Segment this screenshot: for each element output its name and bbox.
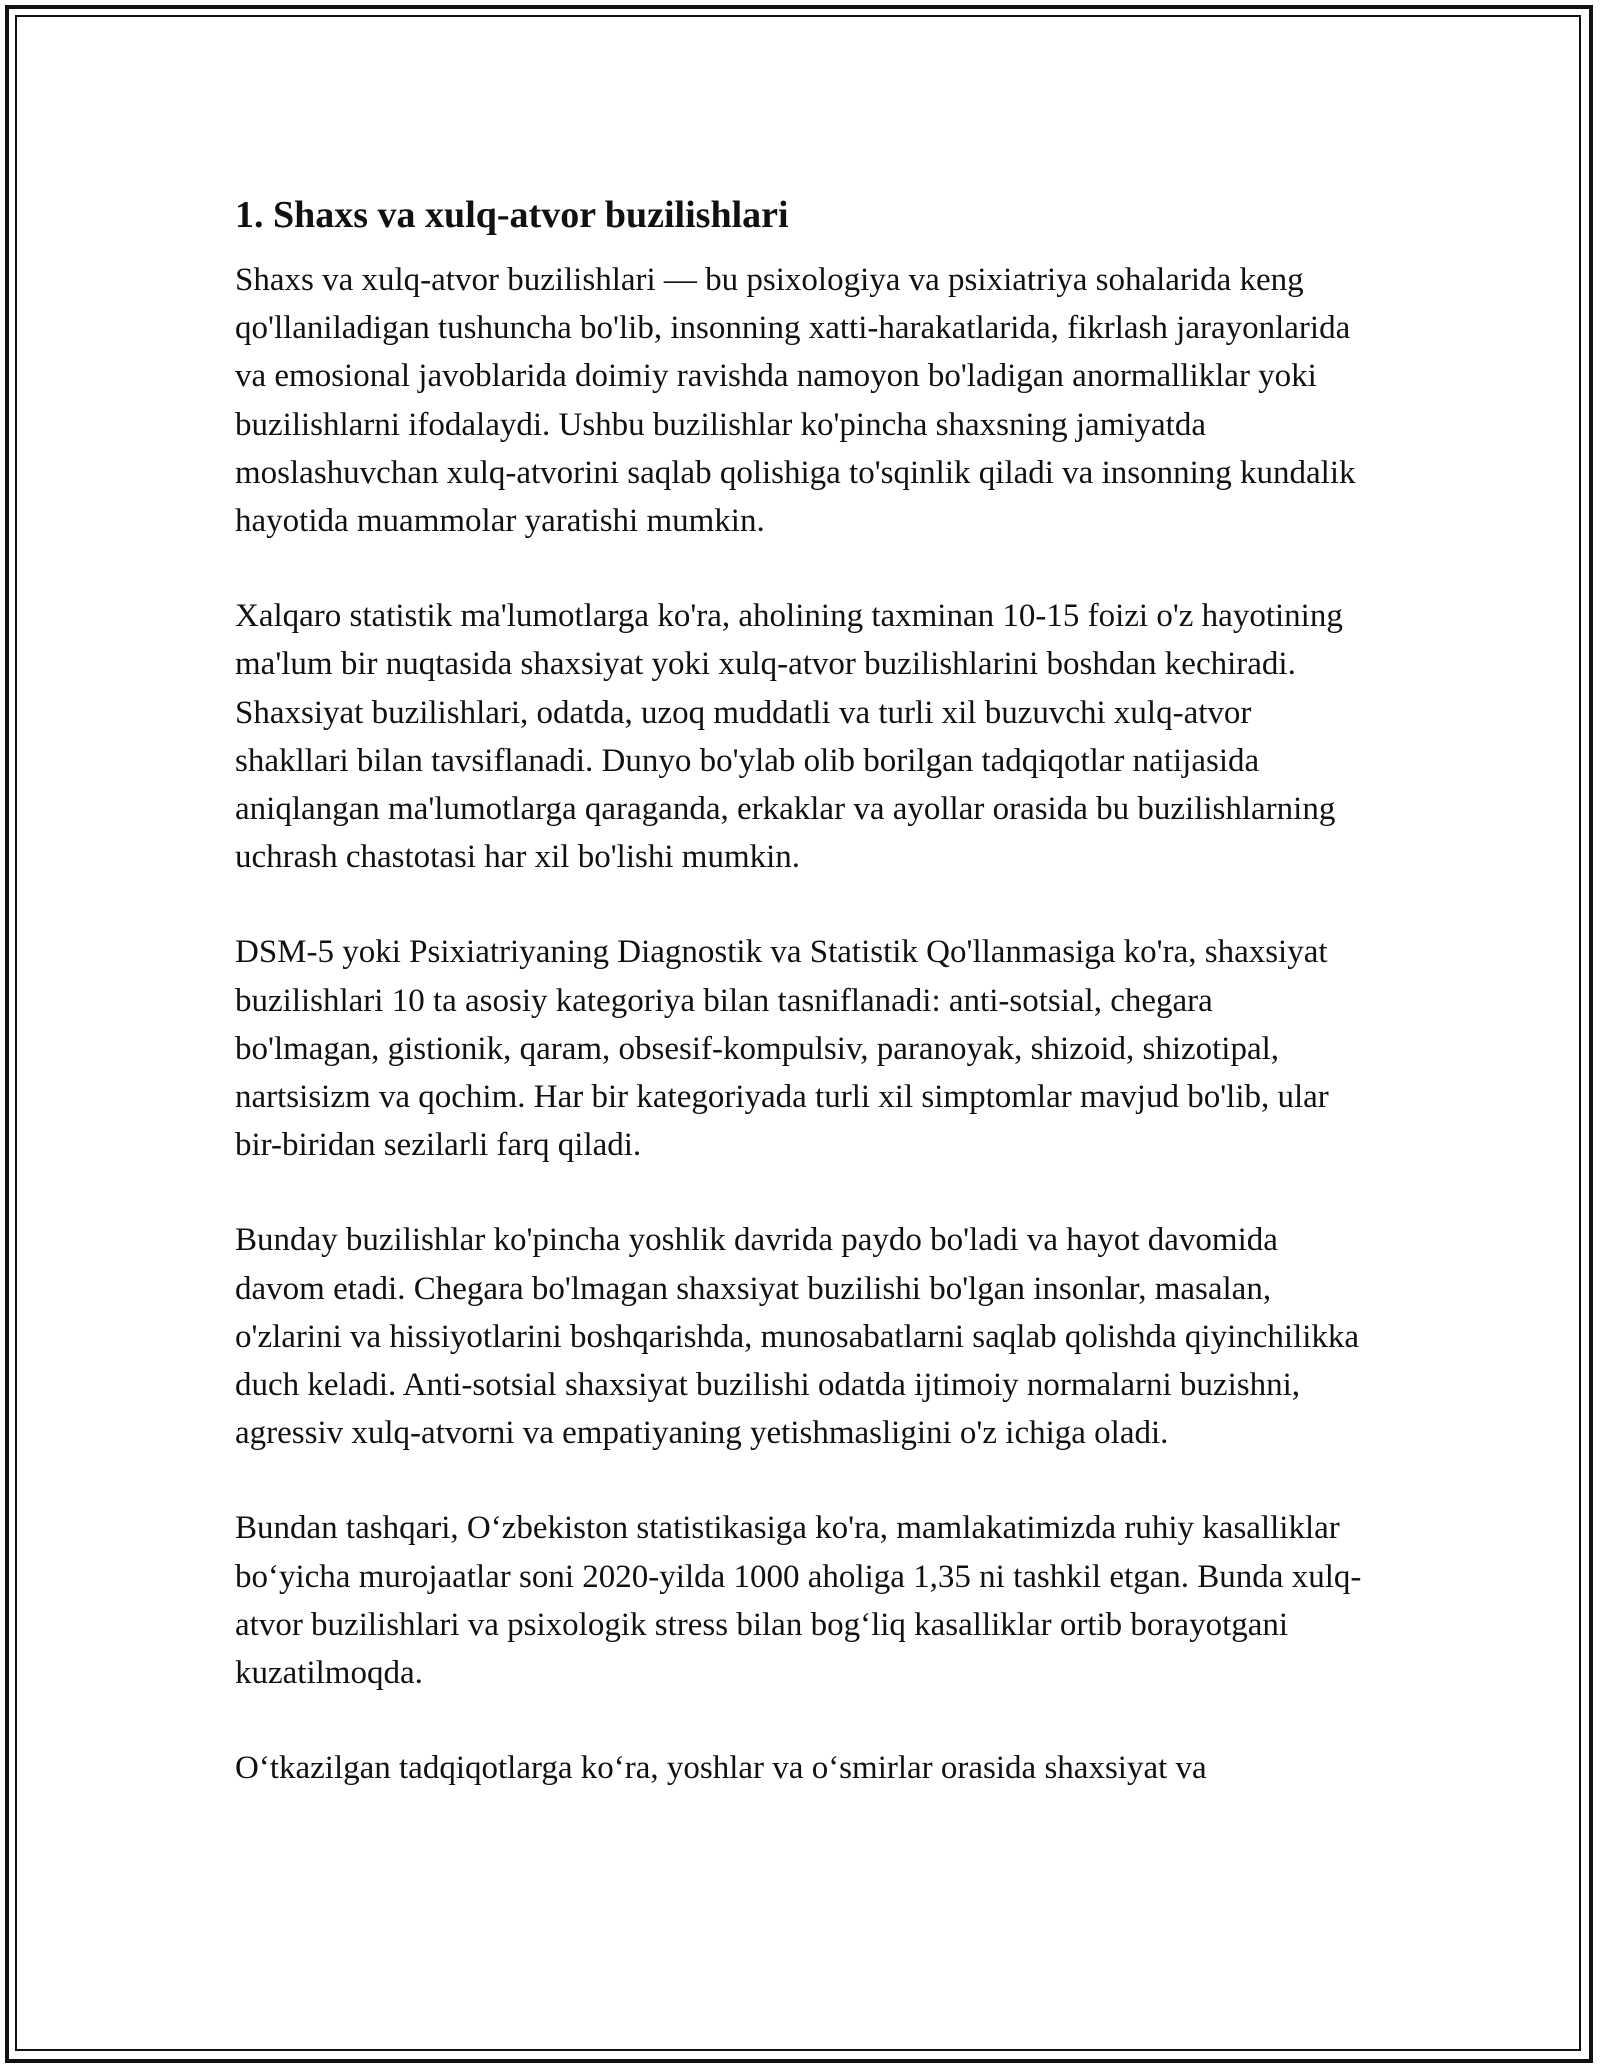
- paragraph-research-continued: O‘tkazilgan tadqiqotlarga ko‘ra, yoshlar va o‘smirlar orasida shaxsiyat va: [235, 1750, 1207, 1787]
- section-heading: 1. Shaxs va xulq-atvor buzilishlari: [235, 194, 789, 236]
- paragraph-onset-and-symptoms: Bunday buzilishlar ko'pincha yoshlik davrida paydo bo'ladi va hayot davomida davom etadi. Chegara bo'lmagan shaxsiyat buzilishi bo'lgan insonlar, masalan, o'zlarini va hissiyotlarini boshqarishda, munosabatlarni saqlab qolishda qiyinchilikka duch keladi. Anti-sotsial shaxsiyat buzilishi odatda ijtimoiy normalarni buzishni, agressiv xulq-atvorni va empatiyaning yetishmasligini o'z ichiga oladi.: [235, 1222, 1360, 1452]
- paragraph-definition: Shaxs va xulq-atvor buzilishlari — bu psixologiya va psixiatriya sohalarida keng qo'llaniladigan tushuncha bo'lib, insonning xatti-harakatlarida, fikrlash jarayonlarida va emosional javoblarida doimiy ravishda namoyon bo'ladigan anormalliklar yoki buzilishlarni ifodalaydi. Ushbu buzilishlar ko'pincha shaxsning jamiyatda moslashuvchan xulq-atvorini saqlab qolishiga to'sqinlik qiladi va insonning kundalik hayotida muammolar yaratishi mumkin.: [235, 262, 1356, 540]
- paragraph-international-statistics: Xalqaro statistik ma'lumotlarga ko'ra, aholining taxminan 10-15 foizi o'z hayotining ma'lum bir nuqtasida shaxsiyat yoki xulq-atvor buzilishlarini boshdan kechiradi. Shaxsiyat buzilishlari, odatda, uzoq muddatli va turli xil buzuvchi xulq-atvor shakllari bilan tavsiflanadi. Dunyo bo'ylab olib borilgan tadqiqotlar natijasida aniqlangan ma'lumotlarga qaraganda, erkaklar va ayollar orasida bu buzilishlarning uchrash chastotasi har xil bo'lishi mumkin.: [235, 598, 1343, 876]
- paragraph-uzbekistan-statistics: Bundan tashqari, O‘zbekiston statistikasiga ko'ra, mamlakatimizda ruhiy kasalliklar bo‘yicha murojaatlar soni 2020-yilda 1000 aholiga 1,35 ni tashkil etgan. Bunda xulq-atvor buzilishlari va psixologik stress bilan bog‘liq kasalliklar ortib borayotgani kuzatilmoqda.: [235, 1510, 1362, 1692]
- paragraph-dsm5-classification: DSM-5 yoki Psixiatriyaning Diagnostik va Statistik Qo'llanmasiga ko'ra, shaxsiyat buzilishlari 10 ta asosiy kategoriya bilan tasniflanadi: anti-sotsial, chegara bo'lmagan, gistionik, qaram, obsesif-kompulsiv, paranoyak, shizoid, shizotipal, nartsisizm va qochim. Har bir kategoriyada turli xil simptomlar mavjud bo'lib, ular bir-biridan sezilarli farq qiladi.: [235, 934, 1329, 1164]
- document-page: [235, 190, 1365, 1839]
